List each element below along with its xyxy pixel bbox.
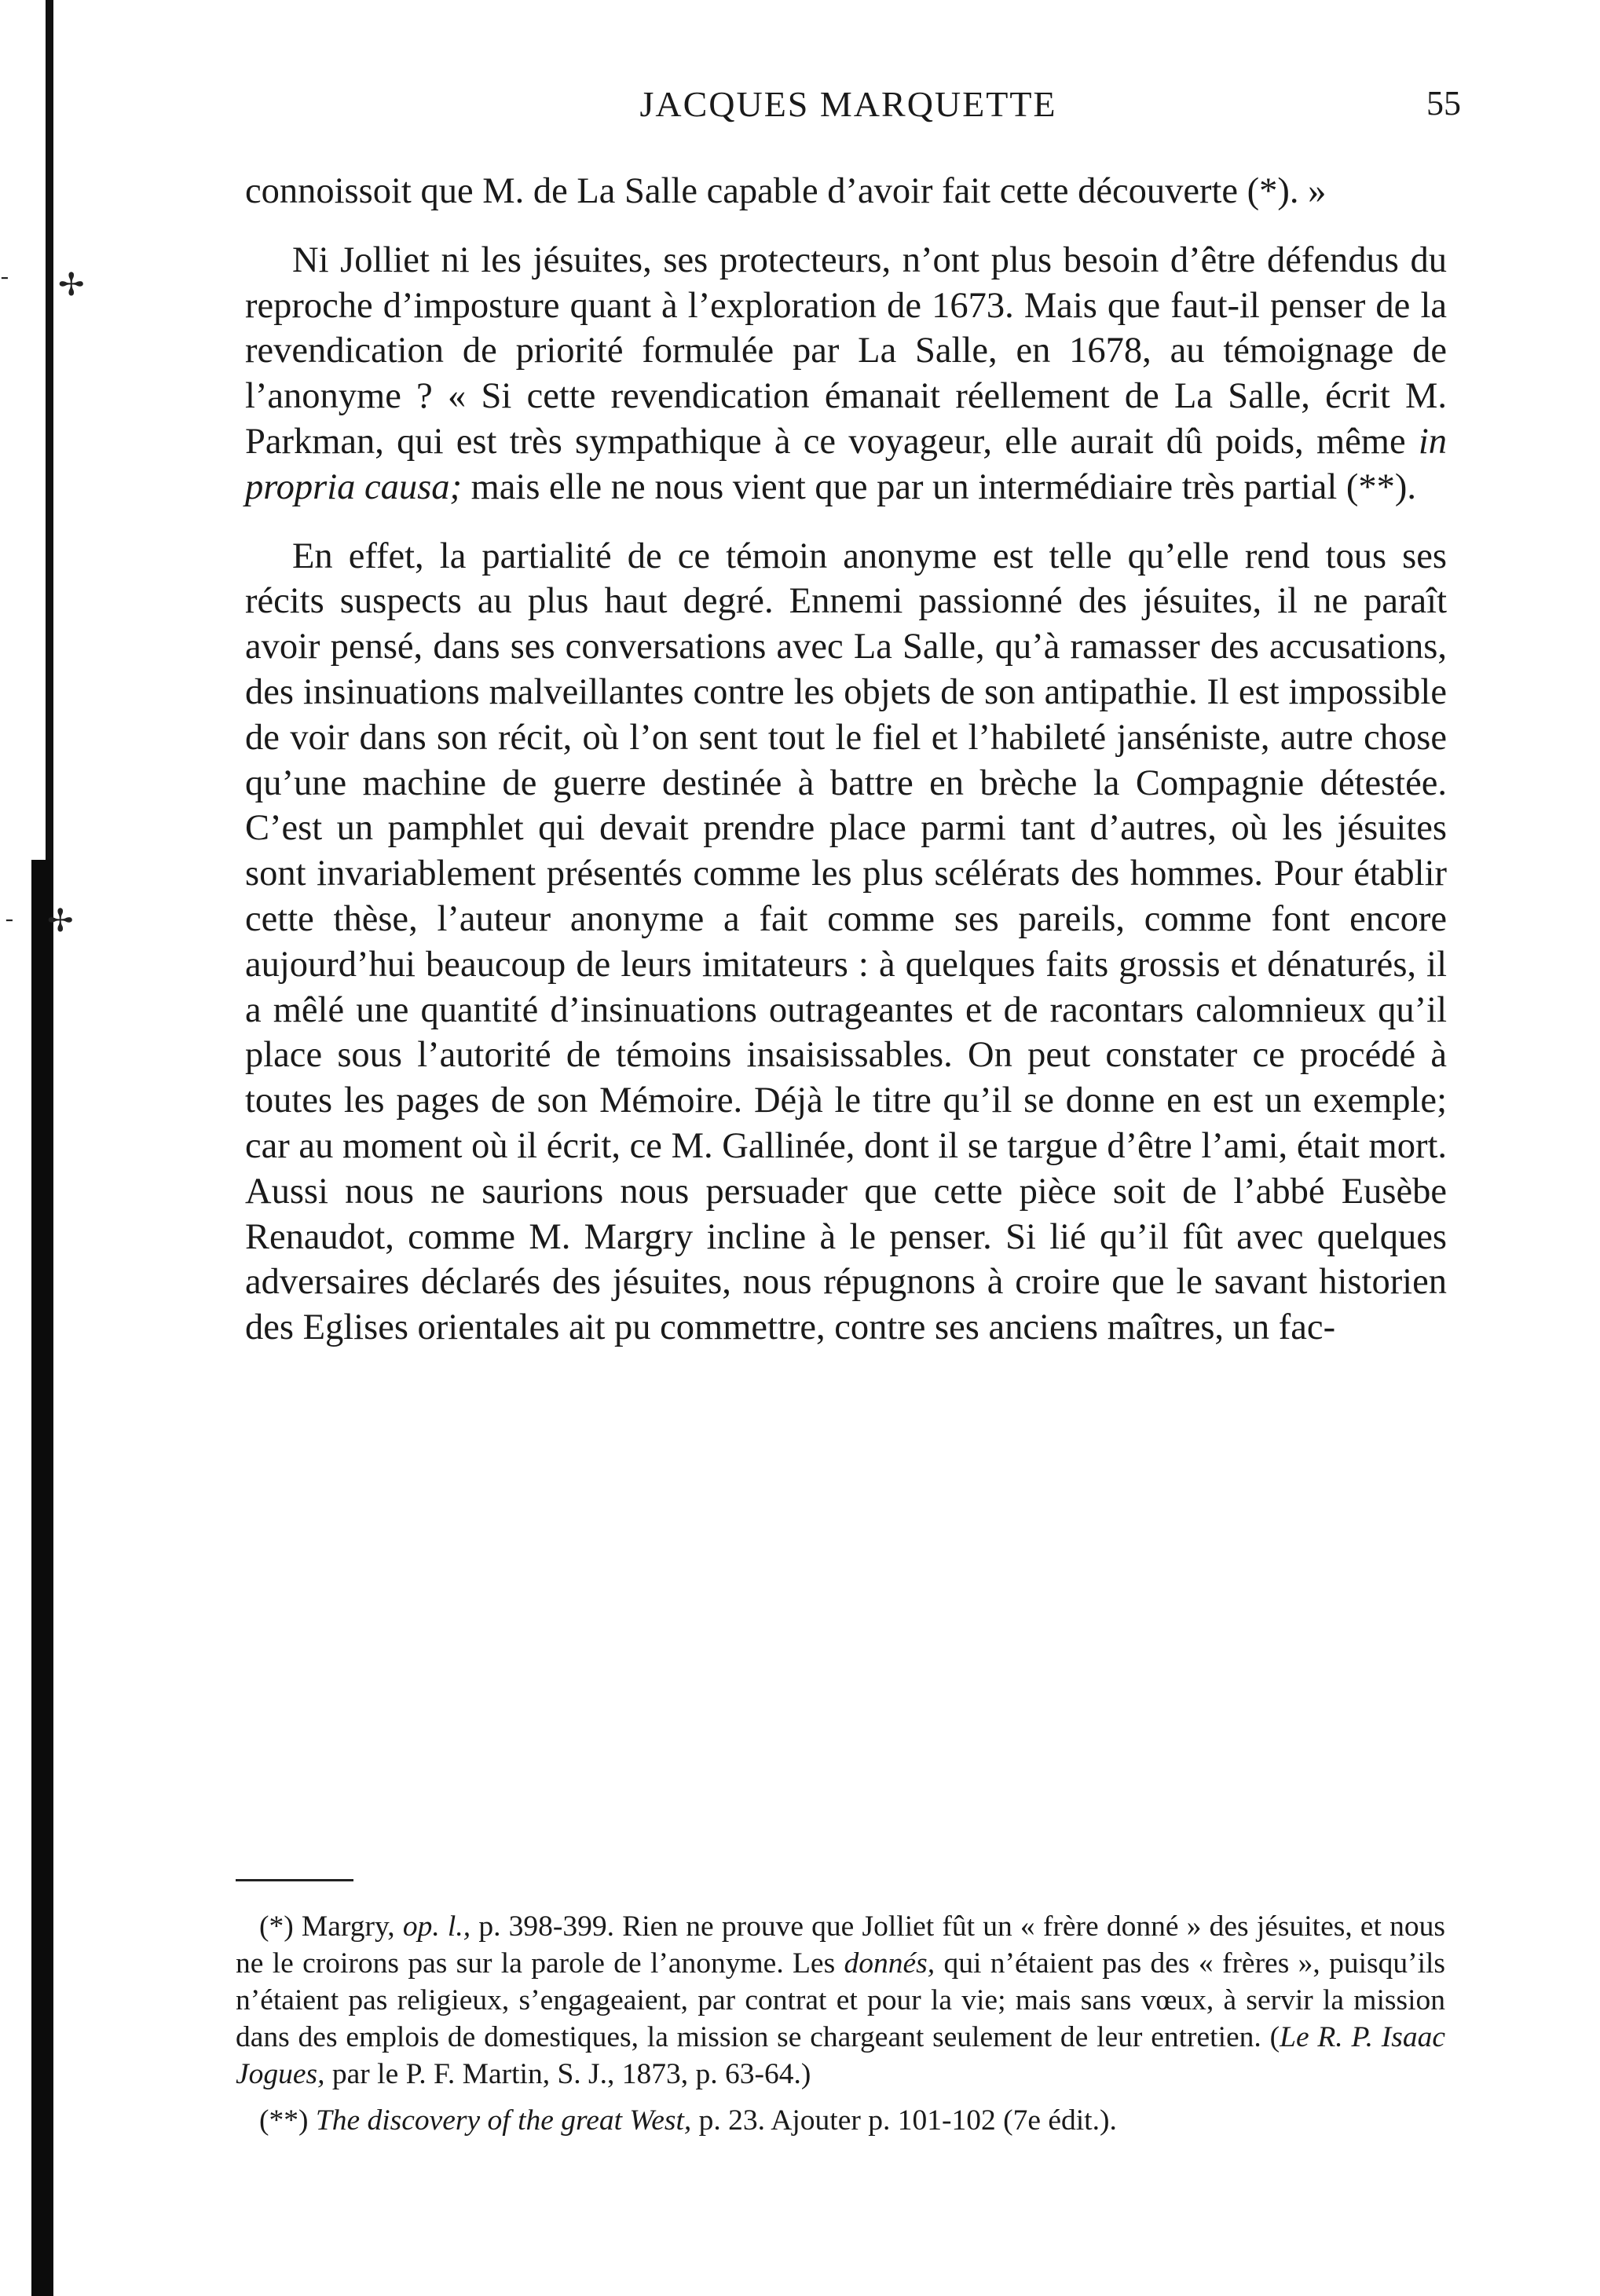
footnote-italic: donnés, [844, 1947, 935, 1980]
footnote-text: (*) Margry, [259, 1910, 395, 1943]
footnote-text: (**) [259, 2104, 309, 2137]
paragraph-text: Ni Jolliet ni les jésuites, ses protecteurs, n’ont plus besoin d’être défendus du reproche d’imposture quant à l’exploration de 1673. Mais que faut-il penser de la revendication de priorité formulée par La Salle, en 1678, au témoignage de l’anonyme ? « Si cette revendication émanait réellement de La Salle, écrit M. Parkman, qui est très sympathique à ce voyageur, elle aurait dû poids, même [245, 239, 1447, 462]
page-number: 55 [1426, 84, 1461, 122]
footnote-text: qui n’étaient pas des « frères », puisqu’ils n’étaient pas religieux, s’engageaient, par contrat et pour la vie; mais sans vœux, à servir la mission dans des emplois de domestiques, la mission se chargeant seulement de leur entretien. ( [236, 1947, 1446, 2053]
footnote-text: p. 23. Ajouter p. 101-102 (7e édit.). [698, 2104, 1117, 2137]
paragraph-continuation: connoissoit que M. de La Salle capable d’avoir fait cette découverte (*). » [245, 171, 1327, 211]
paragraph-text: mais elle ne nous vient que par un intermédiaire très partial (**). [470, 466, 1417, 507]
margin-mark-icon: ✢ [47, 903, 74, 939]
footnote-2 [236, 2102, 1445, 2139]
paragraph [245, 238, 1447, 510]
margin-tick-icon: ╴ [6, 909, 19, 933]
footnote-italic: The discovery of the great West, [315, 2104, 692, 2137]
paragraph-italic: in propria causa; [245, 421, 1448, 507]
page-binding-shadow [31, 860, 52, 2296]
footnote-1 [236, 1908, 1445, 2093]
footnote-text: par le P. F. Martin, S. J., 1873, p. 63-64.) [331, 2058, 811, 2090]
margin-mark-icon: ✢ [58, 267, 85, 303]
footnotes [236, 1908, 1445, 2139]
margin-tick-icon: ╴ [2, 267, 14, 291]
footnote-italic: Le R. P. Isaac Jogues, [236, 2021, 1445, 2090]
body-text [245, 169, 1447, 1351]
footnote-divider [236, 1879, 353, 1881]
footnote-italic: op. l., [402, 1910, 471, 1943]
footnote-text: p. 398-399. Rien ne prouve que Jolliet fût un « frère donné » des jésuites, et nous ne le croirons pas sur la parole de l’anonyme. Les [236, 1910, 1445, 1980]
running-title: JACQUES MARQUETTE [639, 84, 1057, 124]
paragraph: En effet, la partialité de ce témoin anonyme est telle qu’elle rend tous ses récits suspects au plus haut degré. Ennemi passionné des jésuites, il ne paraît avoir pensé, dans ses conversations avec La Salle, qu’à ramasser des accusations, des insinuations malveillantes contre les objets de son antipathie. Il est impossible de voir dans son récit, où l’on sent tout le fiel et l’habileté janséniste, autre chose qu’une machine de guerre destinée à battre en brèche la Compagnie détestée. C’est un pamphlet qui devait prendre place parmi tant d’autres, où les jésuites sont invariablement présentés comme les plus scélérats des hommes. Pour établir cette thèse, l’auteur anonyme a fait comme ses pareils, comme font encore aujourd’hui beaucoup de leurs imitateurs : à quelques faits grossis et dénaturés, il a mêlé une quantité d’insinuations outrageantes et de racontars calomnieux qu’il place sous l’autorité de témoins insaisissables. On peut constater ce procédé à toutes les pages de son Mémoire. Déjà le titre qu’il se donne en est un exemple; car au moment où il écrit, ce M. Gallinée, dont il se targue d’être l’ami, était mort. Aussi nous ne saurions nous persuader que cette pièce soit de l’abbé Eusèbe Renaudot, comme M. Margry incline à le penser. Si lié qu’il fût avec quelques adversaires déclarés des jésuites, nous répugnons à croire que le savant historien des Eglises orientales ait pu commettre, contre ses anciens maîtres, un fac- [245, 536, 1447, 1348]
page-header [236, 83, 1461, 138]
